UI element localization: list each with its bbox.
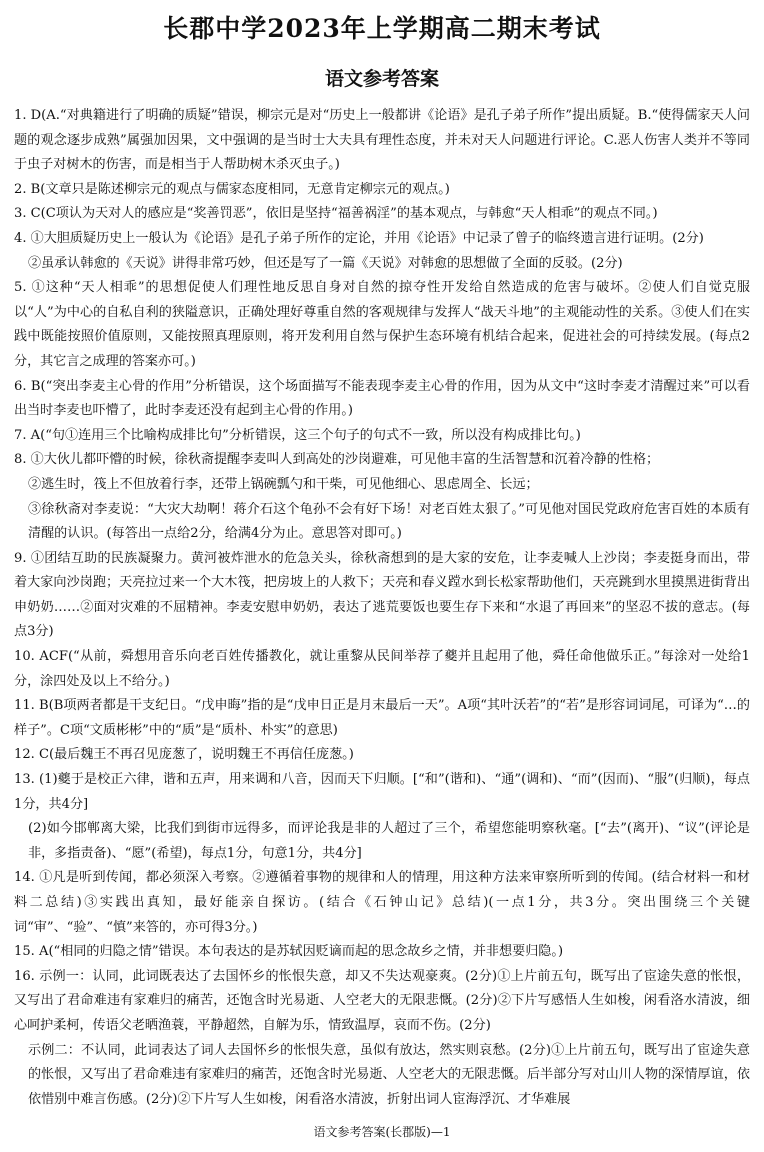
answer-continuation: ②逃生时，筏上不但放着行李，还带上锅碗瓢勺和干柴，可见他细心、思虑周全、长远； [28, 476, 539, 492]
answer-item: 8. ①大伙儿都吓懵的时候，徐秋斋提醒李麦叫人到高处的沙岗避难，可见他丰富的生活智慧和沉着冷静的性格； [14, 452, 660, 468]
answer-item: 16. 示例一：认同，此词既表达了去国怀乡的怅恨失意，却又不失达观豪爽。(2分)①上片前五句，既写出了宦途失意的怅恨，又写出了君命难违有家难归的痛苦，还饱含时光易逝、人空老大的无限悲慨。(2分)②下片写感悟人生如梭，闲看洛水清波，细心呵护柔柯，传语父老晒渔蓑，平静超然，自解为乐，情致温厚，哀而不伤。(2分) [14, 968, 750, 1033]
answer-item: 7. A(“句①连用三个比喻构成排比句”分析错误，这三个句子的句式不一致，所以没有构成排比句。) [14, 427, 581, 443]
answer-continuation: ②虽承认韩愈的《天说》讲得非常巧妙，但还是写了一篇《天说》对韩愈的思想做了全面的反驳。(2分) [28, 255, 623, 271]
answer-item: 1. D(A.“对典籍进行了明确的质疑”错误，柳宗元是对“历史上一般都讲《论语》是孔子弟子所作”提出质疑。B.“使得儒家天人问题的观念逐步成熟”属强加因果，文中强调的是当时士大夫具有理性态度，并未对天人问题进行评论。C.恶人伤害人类并不等同于虫子对树木的伤害，而是相当于人帮助树木杀灭虫子。) [14, 108, 750, 173]
answer-continuation: (2)如今邯郸离大梁，比我们到街市远得多，而评论我是非的人超过了三个，希望您能明察秋毫。[“去”(离开)、“议”(评论是非，多指责备)、“愿”(希望)，每点1分，句意1分，共4分] [28, 821, 750, 861]
answer-continuation: ③徐秋斋对李麦说：“大灾大劫啊！蒋介石这个龟孙不会有好下场！对老百姓太狠了。”可见他对国民党政府危害百姓的本质有清醒的认识。(每答出一点给2分，给满4分为止。意思答对即可。) [28, 501, 750, 542]
page-footer: 语文参考答案(长郡版)—1 [313, 1125, 451, 1139]
answer-item: 10. ACF(“从前，舜想用音乐向老百姓传播教化，就让重黎从民间举荐了夔并且起用了他，舜任命他做乐正。”每涂对一处给1分，涂四处及以上不给分。) [14, 649, 750, 689]
answer-item: 4. ①大胆质疑历史上一般认为《论语》是孔子弟子所作的定论，并用《论语》中记录了曾子的临终遗言进行证明。(2分) [14, 230, 704, 246]
answer-item: 9. ①团结互助的民族凝聚力。黄河被炸泄水的危急关头，徐秋斋想到的是大家的安危，让李麦喊人上沙岗；李麦挺身而出，带着大家向沙岗跑；天亮拉过来一个大木筏，把房坡上的人救下；天亮和春义蹚水到长松家帮助他们，天亮跳到水里摸黑进街背出申奶奶……②面对灾难的不屈精神。李麦安慰申奶奶，表达了逃荒要饭也要生存下来和“水退了再回来”的坚忍不拔的意志。(每点3分) [14, 550, 750, 640]
page-subtitle: 语文参考答案 [324, 68, 439, 90]
answer-item: 6. B(“突出李麦主心骨的作用”分析错误，这个场面描写不能表现李麦主心骨的作用，因为从文中“这时李麦才清醒过来”可以看出当时李麦也吓懵了，此时李麦还没有起到主心骨的作用。) [14, 378, 750, 419]
answer-item: 13. (1)夔于是校正六律，谐和五声，用来调和八音，因而天下归顺。[“和”(谐和)、“通”(调和)、“而”(因而)、“服”(归顺)，每点1分，共4分] [14, 772, 750, 812]
answer-list [14, 104, 750, 1112]
answer-item: 5. ①这种“天人相乖”的思想促使人们理性地反思自身对自然的掠夺性开发给自然造成的危害与破坏。②使人们自觉克服以“人”为中心的自私自利的狭隘意识，正确处理好尊重自然的客观规律与发挥人“战天斗地”的主观能动性的关系。③使人们在实践中既能按照价值原则，又能按照真理原则，将开发利用自然与保护生态环境有机结合起来，促进社会的可持续发展。(每点2分，其它言之成理的答案亦可。) [14, 280, 750, 369]
answer-item: 2. B(文章只是陈述柳宗元的观点与儒家态度相同，无意肯定柳宗元的观点。) [14, 181, 450, 197]
answer-item: 3. C(C项认为天对人的感应是“奖善罚恶”，依旧是坚持“福善祸淫”的基本观点，与韩愈“天人相乖”的观点不同。) [14, 206, 658, 222]
answer-item: 14. ①凡是听到传闻，都必须深入考察。②遵循着事物的规律和人的情理，用这种方法来审察所听到的传闻。(结合材料一和材料二总结)③实践出真知，最好能亲自探访。(结合《石钟山记》总结)(一点1分，共3分。突出围绕三个关键词“审”、“验”、“慎”来答的，亦可得3分。) [14, 870, 750, 935]
answer-item: 12. C(最后魏王不再召见庞葱了，说明魏王不再信任庞葱。) [14, 747, 354, 763]
answer-item: 11. B(B项两者都是干支纪日。“戊申晦”指的是“戊申日正是月末最后一天”。A项“其叶沃若”的“若”是形容词词尾，可译为“…的样子”。C项“文质彬彬”中的“质”是“质朴、朴实”的意思) [14, 698, 750, 738]
answer-continuation: 示例二：不认同，此词表达了词人去国怀乡的怅恨失意，虽似有放达，然实则哀愁。(2分)①上片前五句，既写出了宦途失意的怅恨，又写出了君命难违有家难归的痛苦，还饱含时光易逝、人空老大的无限悲慨。后半部分写对山川人物的深情厚谊，依依惜别中难言伤感。(2分)②下片写人生如梭，闲看洛水清波，折射出词人宦海浮沉、才华难展 [28, 1042, 750, 1107]
page-title: 长郡中学2023年上学期高二期末考试 [163, 14, 601, 43]
answer-item: 15. A(“相同的归隐之情”错误。本句表达的是苏轼因贬谪而起的思念故乡之情，并非想要归隐。) [14, 944, 564, 960]
